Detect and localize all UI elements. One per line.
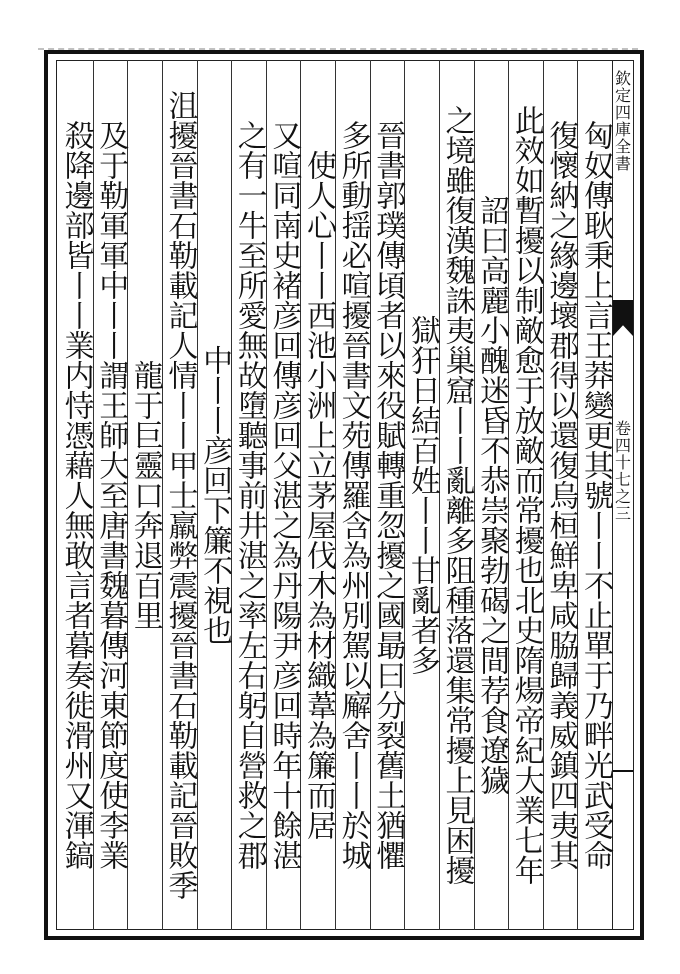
text-column: 晉書郭璞傳頃者以來役賦轉重忽擾之國朂曰分裂舊土猶懼 <box>370 120 406 870</box>
text-column: 殺降邊部皆丨丨業内恃憑藉人無敢言者暮奏徙滑州又渾鎬 <box>58 120 94 870</box>
text-column: 又喧同南史褚彦回傳彦回父湛之為丹陽尹彦回時年十餘湛 <box>266 120 302 870</box>
text-column: 詔曰高麗小醜迷昏不恭崇聚勃碣之間荐食遼獩 <box>474 195 510 795</box>
text-column: 多所動揺必喧擾晉書文苑傳羅含為州別駕以廨舍丨丨於城 <box>335 120 371 870</box>
text-column: 使人心丨丨西池小洲上立茅屋伐木為材織葦為簾而居 <box>301 150 336 840</box>
text-column: 復懷納之緣邊壞郡得以還復烏桓鮮卑咸脇歸義威鎮四夷其 <box>543 120 579 870</box>
text-column: 之有一牛至所愛無故墮聽事前井湛之率左右躬自營救之郡 <box>231 120 267 870</box>
volume-label: 卷四十七之三 <box>614 419 631 523</box>
scan-noise <box>38 36 638 50</box>
text-column: 及于勒軍軍中丨丨謂王師大至唐書魏暮傳河東節度使李業 <box>93 120 129 870</box>
text-column: 獄犴日結百姓丨丨甘亂者多 <box>404 315 440 675</box>
text-column: 龍于巨靈口奔退百里 <box>127 360 163 630</box>
text-column: 匈奴傳耿秉上言王莽變更其號丨丨不止單于乃畔光武受命 <box>578 120 613 870</box>
text-column: 中丨丨彦回下簾不視也 <box>197 345 233 645</box>
text-column: 此效如暫擾以制敵愈于放敵而常擾也北史隋煬帝紀大業七年 <box>508 105 544 885</box>
text-column: 沮擾晉書石勒載記人情丨丨甲士羸弊震擾晉書石勒載記晉敗季 <box>162 90 198 900</box>
fishtail-rule <box>613 770 633 778</box>
book-title: 欽定四庫全書 <box>614 69 631 173</box>
text-column: 之境雖復漢魏誅夷巢窟丨丨亂離多阻種落還集常擾上見困擾 <box>439 105 475 885</box>
